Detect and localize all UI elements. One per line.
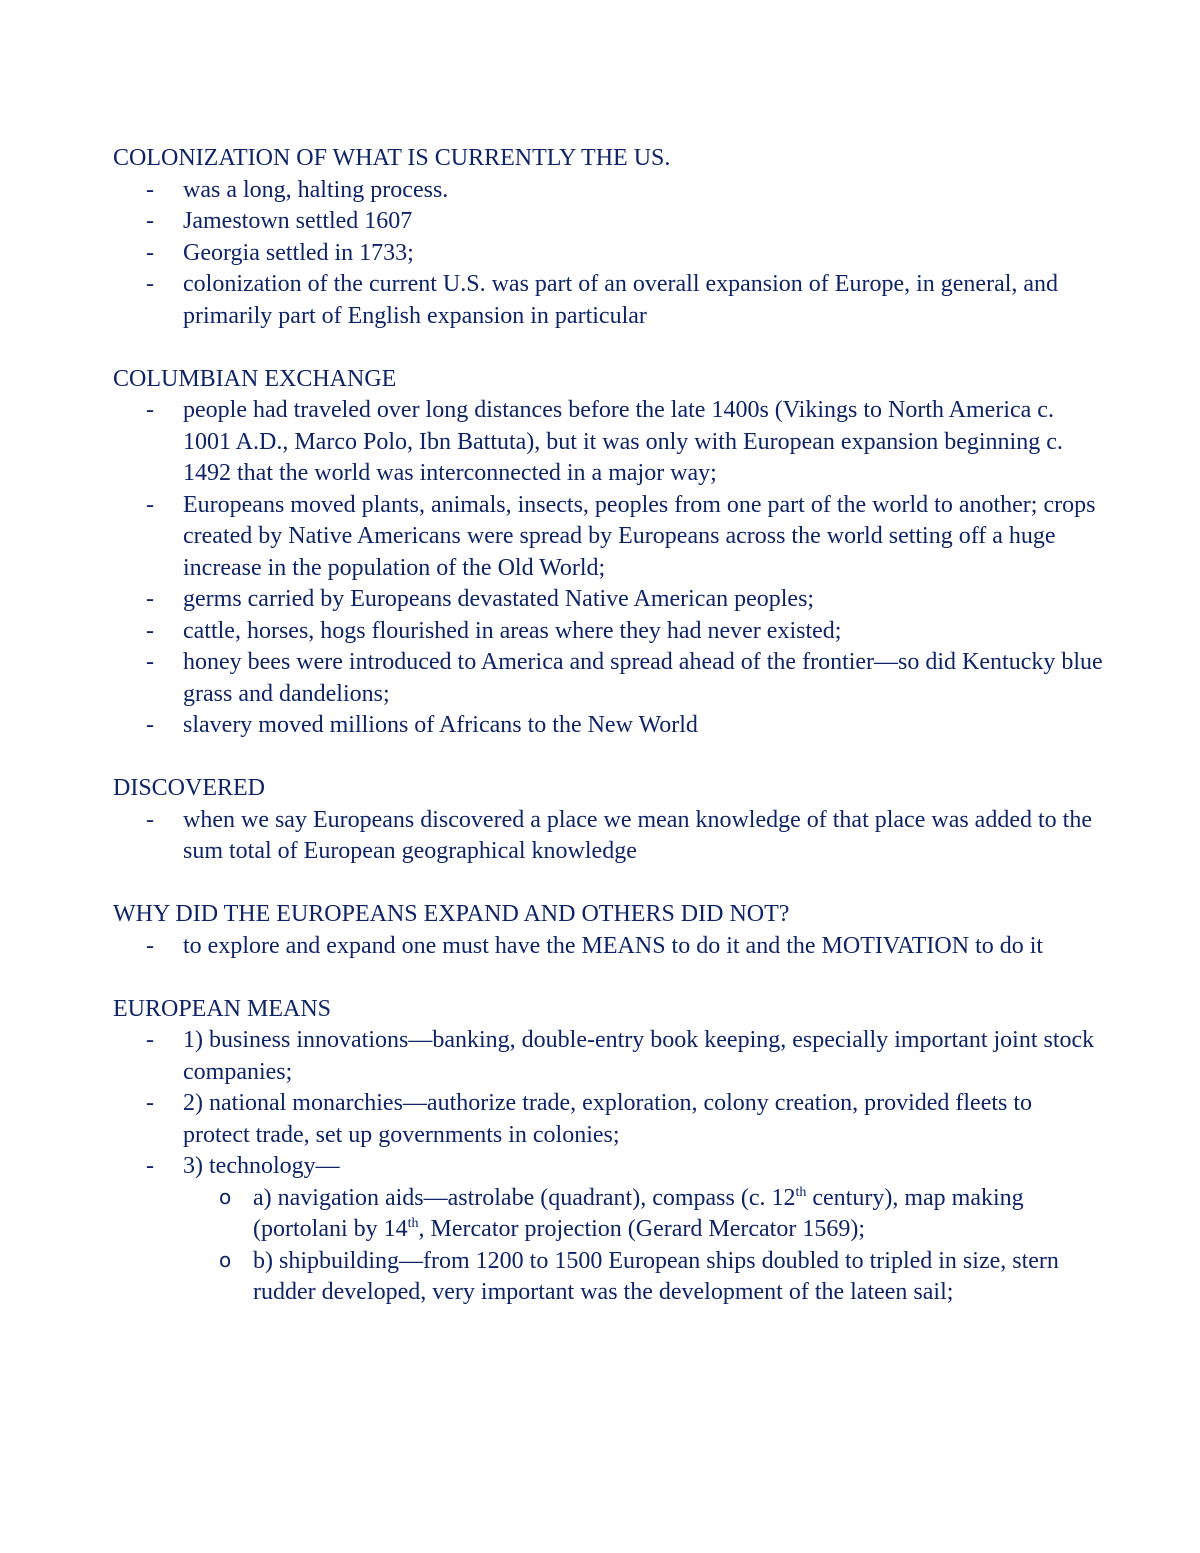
notes-content [113, 143, 1103, 1340]
list-item: - was a long, halting process. [183, 175, 1103, 207]
section-discovered [113, 773, 1103, 868]
list-item-technology [183, 1151, 1103, 1309]
list-item: - slavery moved millions of Africans to the New World [183, 710, 1103, 742]
superscript: th [407, 1216, 419, 1231]
section-columbian-exchange [113, 364, 1103, 742]
list-item: - people had traveled over long distances before the late 1400s (Vikings to North America c. 1001 A.D., Marco Polo, Ibn Battuta), but it was only with European expansion beginning c. 1492 that the world was interconnected in a major way; [183, 395, 1103, 490]
list-item: - colonization of the current U.S. was part of an overall expansion of Europe, in general, and primarily part of English expansion in particular [183, 269, 1103, 332]
list-item: - Jamestown settled 1607 [183, 206, 1103, 238]
list-item: - 2) national monarchies—authorize trade, exploration, colony creation, provided fleets to protect trade, set up governments in colonies; [183, 1088, 1103, 1151]
text-run: century), map making (portolani by 14 [253, 1184, 1024, 1242]
list-item: - germs carried by Europeans devastated Native American peoples; [183, 584, 1103, 616]
list-item: - Europeans moved plants, animals, insects, peoples from one part of the world to another; crops created by Native Americans were spread by Europeans across the world setting off a huge increase in the population of the Old World; [183, 490, 1103, 585]
text-run: , Mercator projection (Gerard Mercator 1569); [418, 1216, 866, 1242]
list-item: - when we say Europeans discovered a place we mean knowledge of that place was added to the sum total of European geographical knowledge [183, 805, 1103, 868]
list-item: - honey bees were introduced to America and spread ahead of the frontier—so did Kentucky blue grass and dandelions; [183, 647, 1103, 710]
section-colonization [113, 143, 1103, 332]
sub-list-item-shipbuilding: o b) shipbuilding—from 1200 to 1500 European ships doubled to tripled in size, stern rudder developed, very important was the development of the lateen sail; [253, 1246, 1103, 1309]
bullet-list [113, 805, 1103, 868]
list-item: - cattle, horses, hogs flourished in areas where they had never existed; [183, 616, 1103, 648]
section-heading: COLONIZATION OF WHAT IS CURRENTLY THE US. [113, 145, 671, 171]
sub-list-item-navigation [253, 1183, 1103, 1246]
section-heading: COLUMBIAN EXCHANGE [113, 365, 397, 392]
list-item: - 1) business innovations—banking, double-entry book keeping, especially important joint stock companies; [183, 1025, 1103, 1088]
section-european-means [113, 994, 1103, 1309]
list-item: - to explore and expand one must have the MEANS to do it and the MOTIVATION to do it [183, 931, 1103, 963]
section-heading: EUROPEAN MEANS [113, 995, 332, 1022]
section-why-expand [113, 899, 1103, 962]
sub-list [183, 1183, 1103, 1309]
list-item-label: 3) technology— [183, 1153, 340, 1179]
bullet-list [113, 395, 1103, 742]
bullet-list [113, 1025, 1103, 1309]
bullet-list [113, 931, 1103, 963]
bullet-list [113, 175, 1103, 333]
section-heading: DISCOVERED [113, 775, 266, 801]
text-run: a) navigation aids—astrolabe (quadrant), compass (c. 12 [253, 1184, 796, 1211]
list-item: - Georgia settled in 1733; [183, 238, 1103, 270]
section-heading: WHY DID THE EUROPEANS EXPAND AND OTHERS DID NOT? [113, 901, 790, 927]
superscript: th [795, 1184, 807, 1200]
